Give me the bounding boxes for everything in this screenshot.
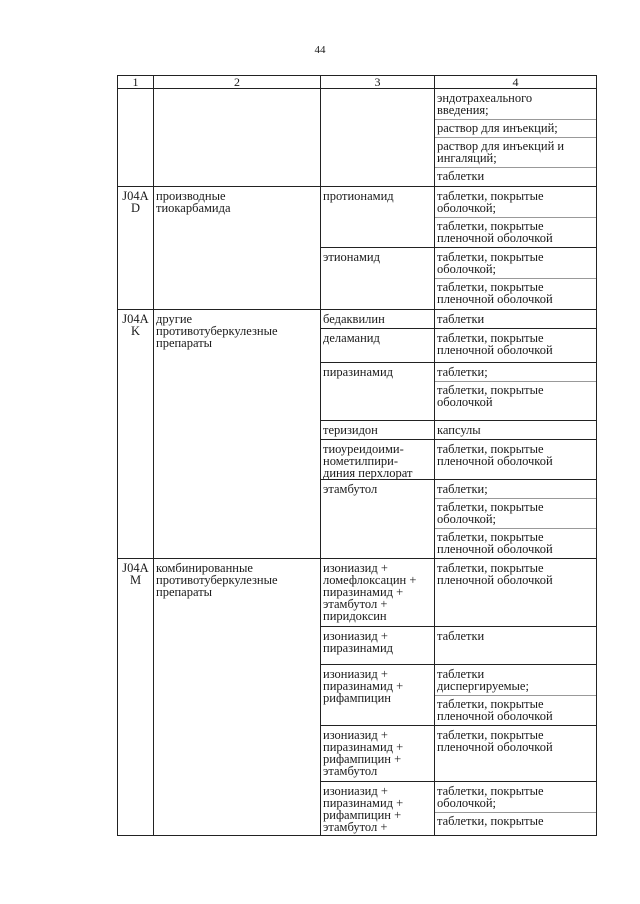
dosage-forms bbox=[435, 559, 597, 627]
drug-name: изониазид + ломефлоксацин + пиразинамид + этамбутол + пиридоксин bbox=[321, 559, 435, 627]
drug-name: изониазид + пиразинамид + рифампицин + этамбутол + bbox=[321, 782, 435, 836]
dosage-form: таблетки диспергируемые; bbox=[437, 667, 529, 693]
column-header: 3 bbox=[321, 76, 435, 89]
table-row bbox=[118, 559, 597, 627]
group-name: комбинированные противотуберкулезные препараты bbox=[154, 559, 321, 836]
drug-name bbox=[321, 89, 435, 187]
table-row bbox=[118, 89, 597, 187]
drug-name: тиоуреидоими- нометилпири- диния перхлорат bbox=[321, 440, 435, 480]
dosage-form: таблетки, покрытые пленочной оболочкой bbox=[437, 561, 553, 587]
dosage-form: таблетки bbox=[435, 167, 596, 185]
drug-table bbox=[117, 75, 597, 836]
dosage-forms bbox=[435, 440, 597, 480]
drug-name: деламанид bbox=[321, 329, 435, 363]
dosage-form: таблетки; bbox=[437, 482, 488, 496]
drug-name: бедаквилин bbox=[321, 310, 435, 329]
dosage-form: таблетки, покрытые пленочной оболочкой bbox=[435, 217, 596, 247]
dosage-form: таблетки, покрытые bbox=[435, 812, 596, 830]
group-name: другие противотуберкулезные препараты bbox=[154, 310, 321, 559]
dosage-forms bbox=[435, 187, 597, 248]
group-name: производные тиокарбамида bbox=[154, 187, 321, 310]
dosage-form: таблетки bbox=[437, 629, 485, 643]
dosage-form: таблетки; bbox=[437, 365, 488, 379]
column-header: 4 bbox=[435, 76, 597, 89]
drug-name: изониазид + пиразинамид bbox=[321, 627, 435, 665]
atc-code: J04A M bbox=[118, 559, 154, 836]
dosage-form: таблетки, покрытые пленочной оболочкой bbox=[437, 728, 553, 754]
drug-name: этионамид bbox=[321, 248, 435, 310]
header-row bbox=[118, 76, 597, 89]
drug-name: теризидон bbox=[321, 421, 435, 440]
dosage-form: таблетки, покрытые пленочной оболочкой bbox=[435, 278, 596, 308]
dosage-form: таблетки, покрытые оболочкой bbox=[435, 381, 596, 411]
drug-name: пиразинамид bbox=[321, 363, 435, 421]
dosage-form: капсулы bbox=[437, 423, 481, 437]
drug-name: изониазид + пиразинамид + рифампицин + этамбутол bbox=[321, 726, 435, 782]
dosage-form: таблетки, покрытые пленочной оболочкой bbox=[437, 331, 553, 357]
column-header: 1 bbox=[118, 76, 154, 89]
column-header: 2 bbox=[154, 76, 321, 89]
dosage-forms bbox=[435, 782, 597, 836]
dosage-form: раствор для инъекций; bbox=[435, 119, 596, 137]
atc-code: J04A K bbox=[118, 310, 154, 559]
dosage-form: эндотрахеального введения; bbox=[437, 91, 533, 117]
dosage-form: раствор для инъекций и ингаляций; bbox=[435, 137, 596, 167]
dosage-forms bbox=[435, 627, 597, 665]
dosage-forms bbox=[435, 89, 597, 187]
table-row bbox=[118, 310, 597, 329]
atc-code: J04A D bbox=[118, 187, 154, 310]
dosage-form: таблетки, покрытые оболочкой; bbox=[437, 189, 544, 215]
dosage-form: таблетки, покрытые пленочной оболочкой bbox=[435, 695, 596, 725]
dosage-form: таблетки, покрытые оболочкой; bbox=[435, 498, 596, 528]
atc-code bbox=[118, 89, 154, 187]
dosage-form: таблетки, покрытые оболочкой; bbox=[437, 784, 544, 810]
table-body bbox=[118, 89, 597, 836]
dosage-forms bbox=[435, 726, 597, 782]
table-row bbox=[118, 187, 597, 248]
dosage-forms bbox=[435, 665, 597, 726]
dosage-form: таблетки, покрытые пленочной оболочкой bbox=[435, 528, 596, 558]
dosage-forms bbox=[435, 363, 597, 421]
dosage-forms bbox=[435, 310, 597, 329]
dosage-form: таблетки, покрытые пленочной оболочкой bbox=[437, 442, 553, 468]
drug-name: изониазид + пиразинамид + рифампицин bbox=[321, 665, 435, 726]
drug-name: этамбутол bbox=[321, 480, 435, 559]
page-number: 44 bbox=[314, 44, 326, 56]
group-name bbox=[154, 89, 321, 187]
dosage-form: таблетки bbox=[437, 312, 485, 326]
dosage-forms bbox=[435, 421, 597, 440]
dosage-form: таблетки, покрытые оболочкой; bbox=[437, 250, 544, 276]
dosage-forms bbox=[435, 248, 597, 310]
dosage-forms bbox=[435, 329, 597, 363]
dosage-forms bbox=[435, 480, 597, 559]
drug-name: протионамид bbox=[321, 187, 435, 248]
